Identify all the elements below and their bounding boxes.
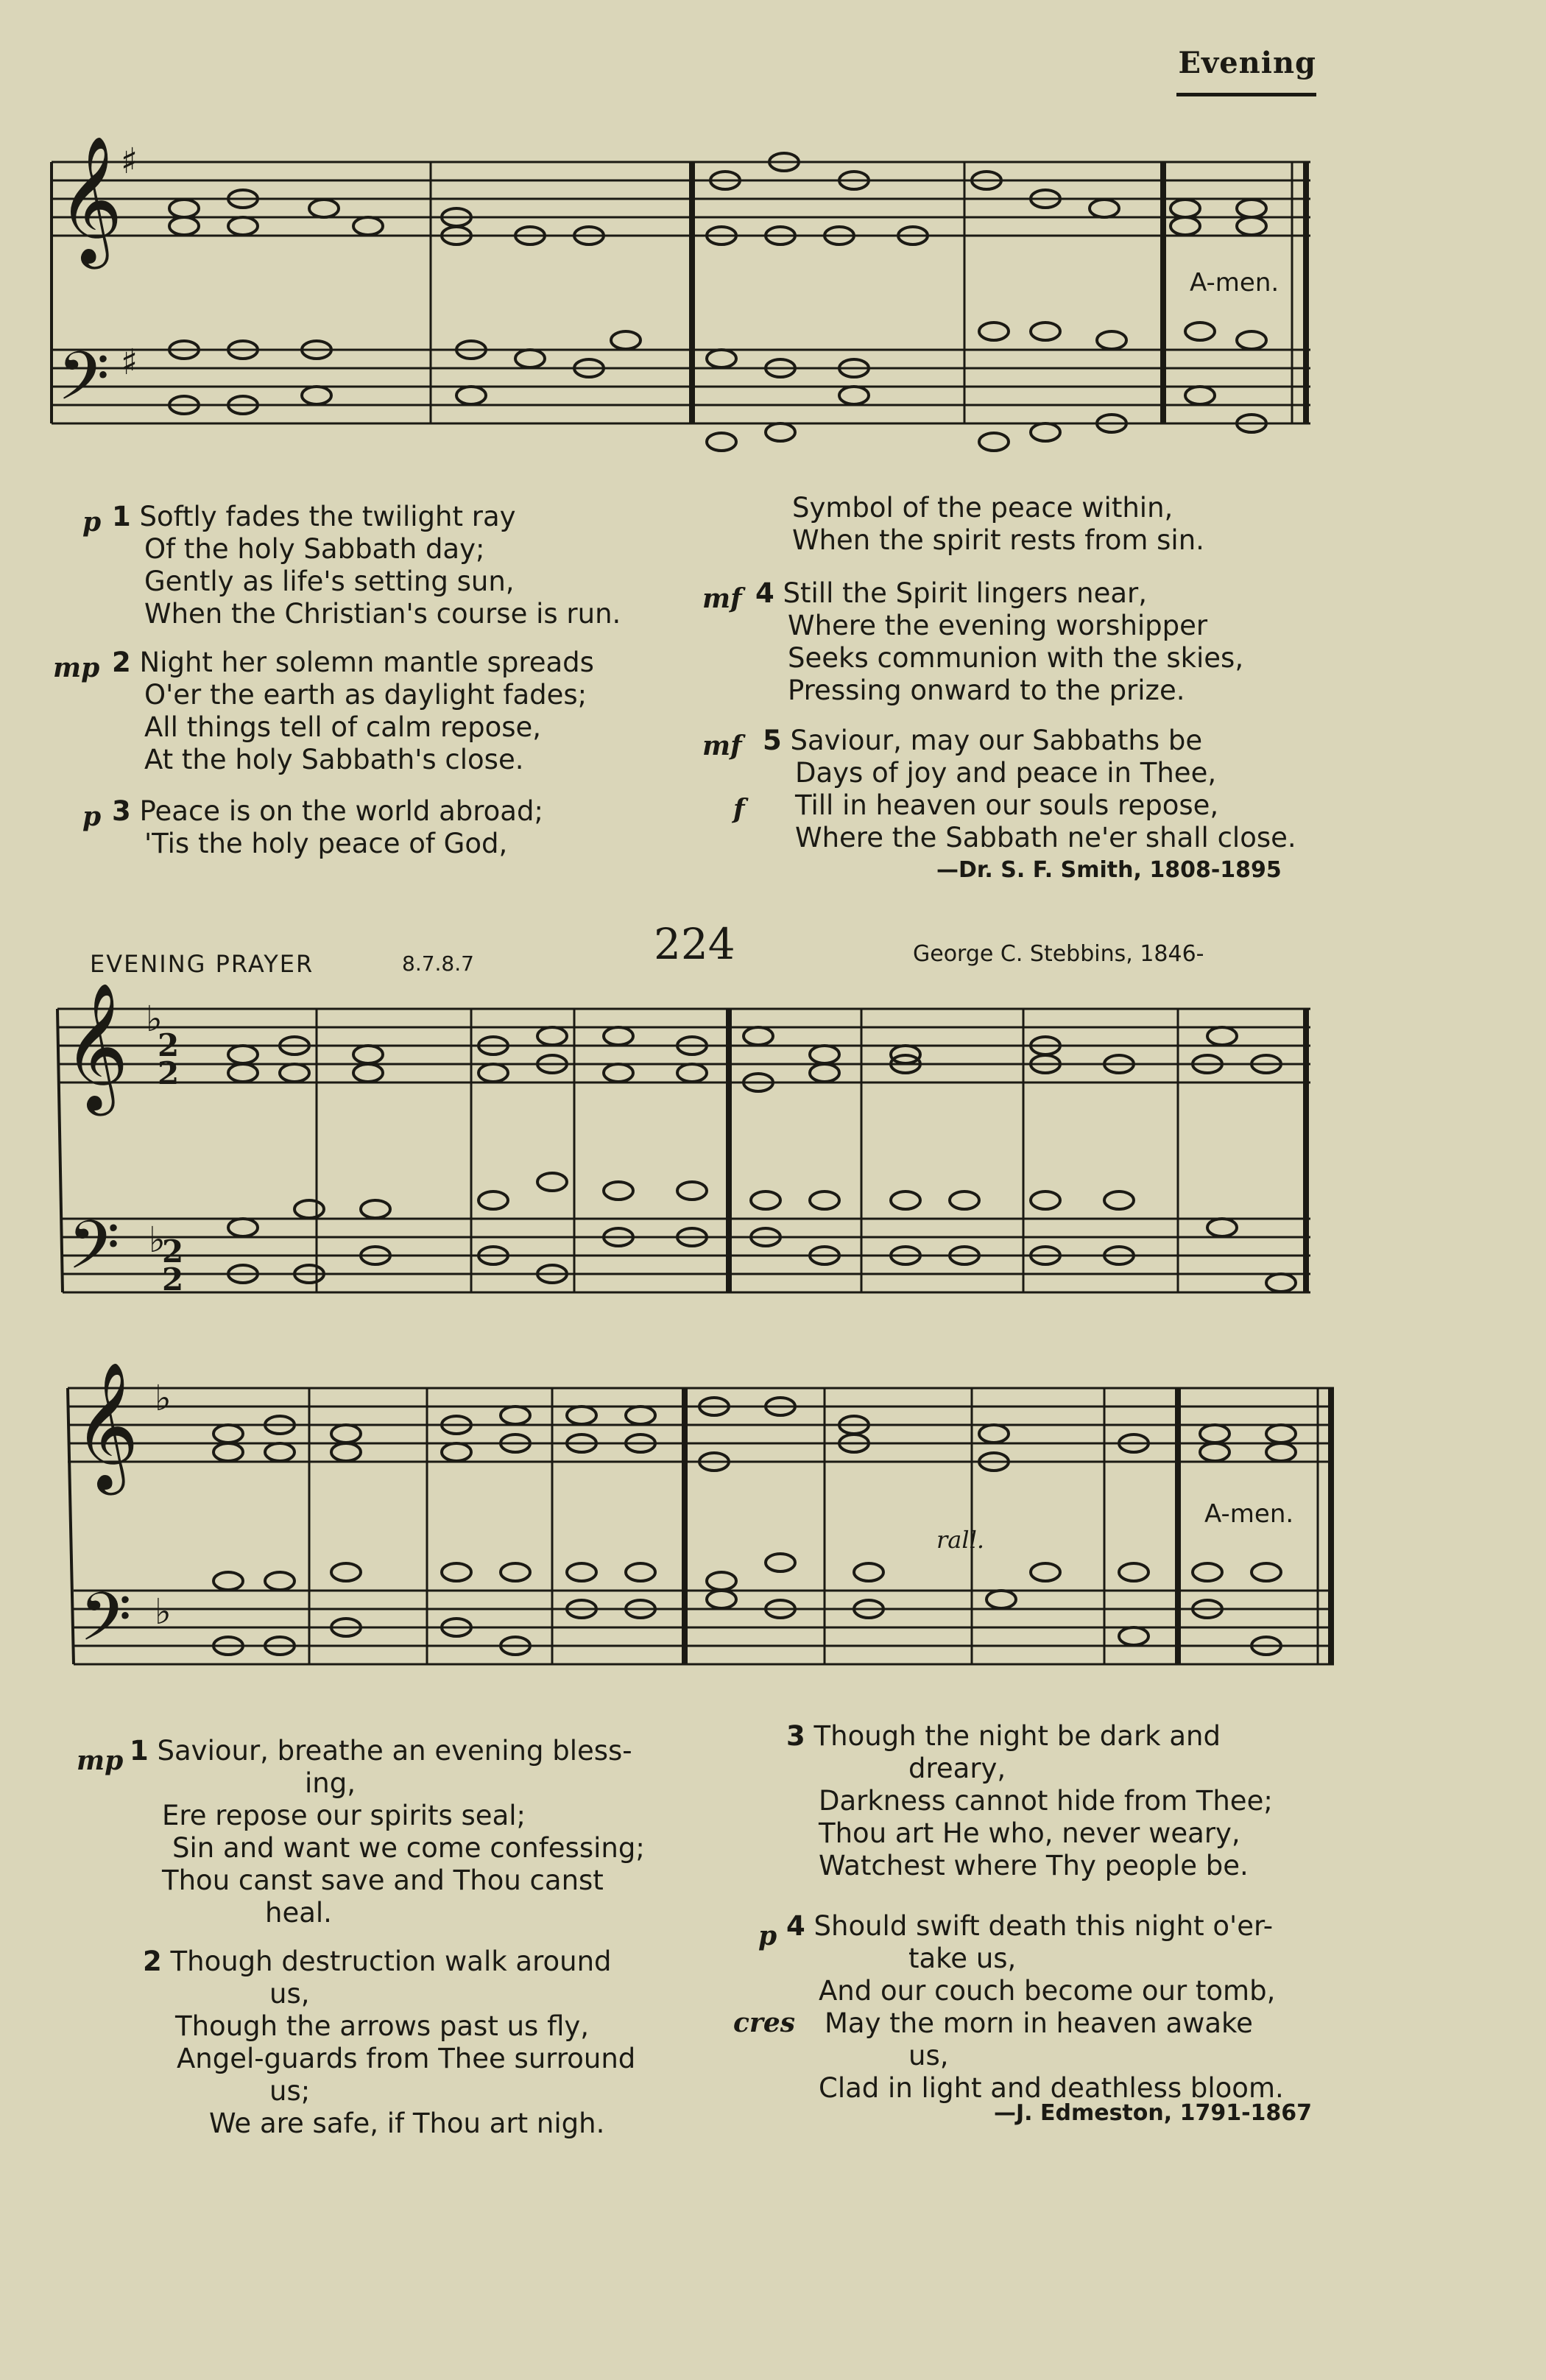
svg-text:2: 2 — [158, 1027, 180, 1063]
svg-text:𝄢: 𝄢 — [68, 1206, 120, 1300]
svg-text:𝄞: 𝄞 — [57, 135, 123, 264]
author-prev: —Dr. S. F. Smith, 1808-1895 — [936, 857, 1282, 883]
staff-a-treble — [52, 162, 1310, 236]
verse-224-4: 4 Should swift death this night o'er- take us, And our couch become our tomb, May the morn in heaven awake us, Clad in light and deathless bloom. — [786, 1910, 1284, 2104]
svg-text:2: 2 — [162, 1233, 184, 1270]
svg-text:𝄢: 𝄢 — [80, 1578, 132, 1672]
verse-prev-2: 2 Night her solemn mantle spreads O'er the earth as daylight fades; All things tell of calm repose, At the holy Sabbath's close. — [112, 647, 594, 775]
verse-prev-3b: Symbol of the peace within, When the spirit rests from sin. — [792, 492, 1204, 556]
svg-text:♯: ♯ — [121, 141, 138, 182]
amen-label-prev: A-men. — [1190, 268, 1279, 298]
verse-prev-3a: 3 Peace is on the world abroad; 'Tis the holy peace of God, — [112, 795, 543, 859]
tune-name: EVENING PRAYER — [90, 950, 314, 978]
verse-number: 1 — [112, 501, 131, 532]
running-head: Evening — [1178, 46, 1316, 80]
svg-text:2: 2 — [162, 1261, 184, 1298]
svg-text:♭: ♭ — [155, 1378, 172, 1419]
svg-text:♭: ♭ — [155, 1591, 172, 1633]
hymn-number: 224 — [654, 919, 735, 969]
verse-prev-5: 5 Saviour, may our Sabbaths be Days of joy and peace in Thee, Till in heaven our souls repose, Where the Sabbath ne'er shall close. — [763, 725, 1296, 853]
verse-224-3: 3 Though the night be dark and dreary, Darkness cannot hide from Thee; Thou art He who, never weary, Watchest where Thy people be. — [786, 1720, 1273, 1881]
meter: 8.7.8.7 — [402, 951, 474, 976]
dynamic-verse-5: mf — [702, 730, 742, 761]
verse-224-2: 2 Though destruction walk around us, Though the arrows past us fly, Angel-guards from Thee surround us; We are safe, if Thou art nigh. — [143, 1946, 636, 2139]
rall-marking: rall. — [936, 1526, 985, 1554]
author-224: —J. Edmeston, 1791-1867 — [994, 2100, 1313, 2126]
svg-text:♭: ♭ — [149, 1219, 166, 1261]
svg-text:𝄢: 𝄢 — [57, 337, 110, 432]
svg-text:𝄞: 𝄞 — [63, 982, 129, 1110]
dynamic-verse-1: p — [82, 507, 102, 538]
verse-prev-1: 1 Softly fades the twilight ray Of the holy Sabbath day; Gently as life's setting sun, When the Christian's course is run. — [112, 501, 621, 630]
svg-text:♭: ♭ — [146, 999, 163, 1040]
dynamic-224-cres: cres — [733, 2007, 796, 2038]
staff-c-bass — [74, 1591, 1334, 1664]
dynamic-verse-3: p — [82, 801, 102, 832]
amen-label-224: A-men. — [1204, 1499, 1294, 1529]
dynamic-224-verse-1: mp — [77, 1745, 124, 1776]
svg-text:𝄞: 𝄞 — [74, 1362, 139, 1490]
dynamic-verse-4: mf — [702, 583, 742, 614]
composer: George C. Stebbins, 1846- — [913, 941, 1204, 967]
svg-text:♯: ♯ — [121, 342, 138, 383]
dynamic-verse-5-forte: f — [733, 794, 745, 825]
verse-prev-4: 4 Still the Spirit lingers near, Where the evening worshipper Seeks communion with the skies, Pressing onward to the prize. — [755, 577, 1244, 706]
verse-224-1: 1 Saviour, breathe an evening bless- ing, Ere repose our spirits seal; Sin and want we come confessing; Thou canst save and Thou canst heal. — [130, 1735, 645, 1929]
dynamic-verse-2: mp — [53, 652, 100, 683]
dynamic-224-verse-4: p — [758, 1920, 777, 1951]
svg-text:2: 2 — [158, 1055, 180, 1091]
